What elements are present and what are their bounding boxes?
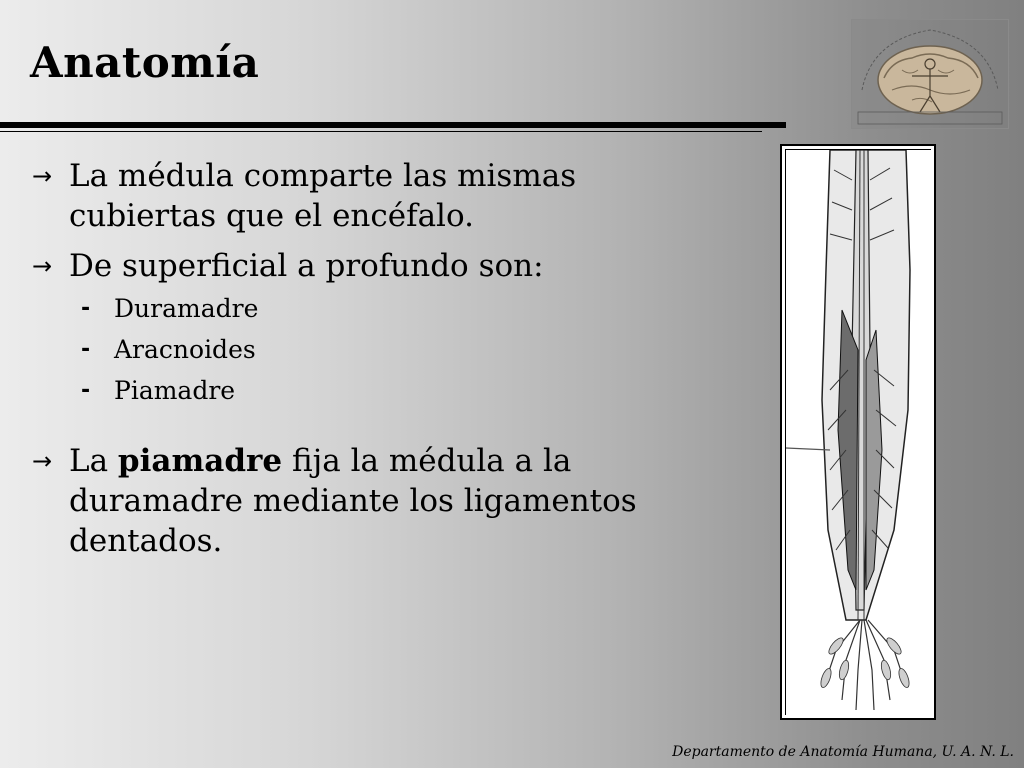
bullet-line: cubiertas que el encéfalo.: [69, 198, 474, 234]
right-arrow-icon: →: [32, 162, 53, 190]
bold-term: piamadre: [117, 443, 283, 479]
department-logo: [851, 19, 1009, 129]
right-arrow-icon: →: [32, 447, 53, 475]
bullet-line: De superficial a profundo son:: [69, 248, 544, 284]
subbullet-label: Duramadre: [114, 294, 259, 323]
spinal-cord-figure: [780, 144, 936, 720]
subbullet-label: Piamadre: [114, 376, 236, 405]
bullet-item: [32, 246, 752, 286]
title-rule-thick: [0, 122, 786, 128]
bullet-text: La: [69, 443, 118, 479]
subbullet-item: [32, 288, 752, 329]
bullet-item: [32, 156, 752, 236]
page-title: Anatomía: [30, 38, 260, 87]
subbullet-label: Aracnoides: [114, 335, 256, 364]
bullet-item: [32, 441, 752, 561]
footer-credit: Departamento de Anatomía Humana, U. A. N. L.: [672, 744, 1014, 760]
bullet-line: [69, 441, 752, 481]
dash-icon: -: [81, 378, 91, 403]
slide-content: [32, 156, 752, 571]
subbullet-item: [32, 329, 752, 370]
title-rule-thin: [0, 131, 762, 132]
spinal-cord-illustration-icon: [786, 150, 932, 716]
bullet-line: dentados.: [69, 523, 223, 559]
bullet-line: duramadre mediante los ligamentos: [69, 483, 637, 519]
dash-icon: -: [81, 337, 91, 362]
brain-logo-icon: [852, 20, 1008, 128]
bullet-line: La médula comparte las mismas: [69, 158, 577, 194]
right-arrow-icon: →: [32, 252, 53, 280]
bullet-text: fija la médula a la: [282, 443, 572, 479]
figure-inner-border: [785, 149, 931, 715]
dash-icon: -: [81, 296, 91, 321]
subbullet-item: [32, 370, 752, 411]
